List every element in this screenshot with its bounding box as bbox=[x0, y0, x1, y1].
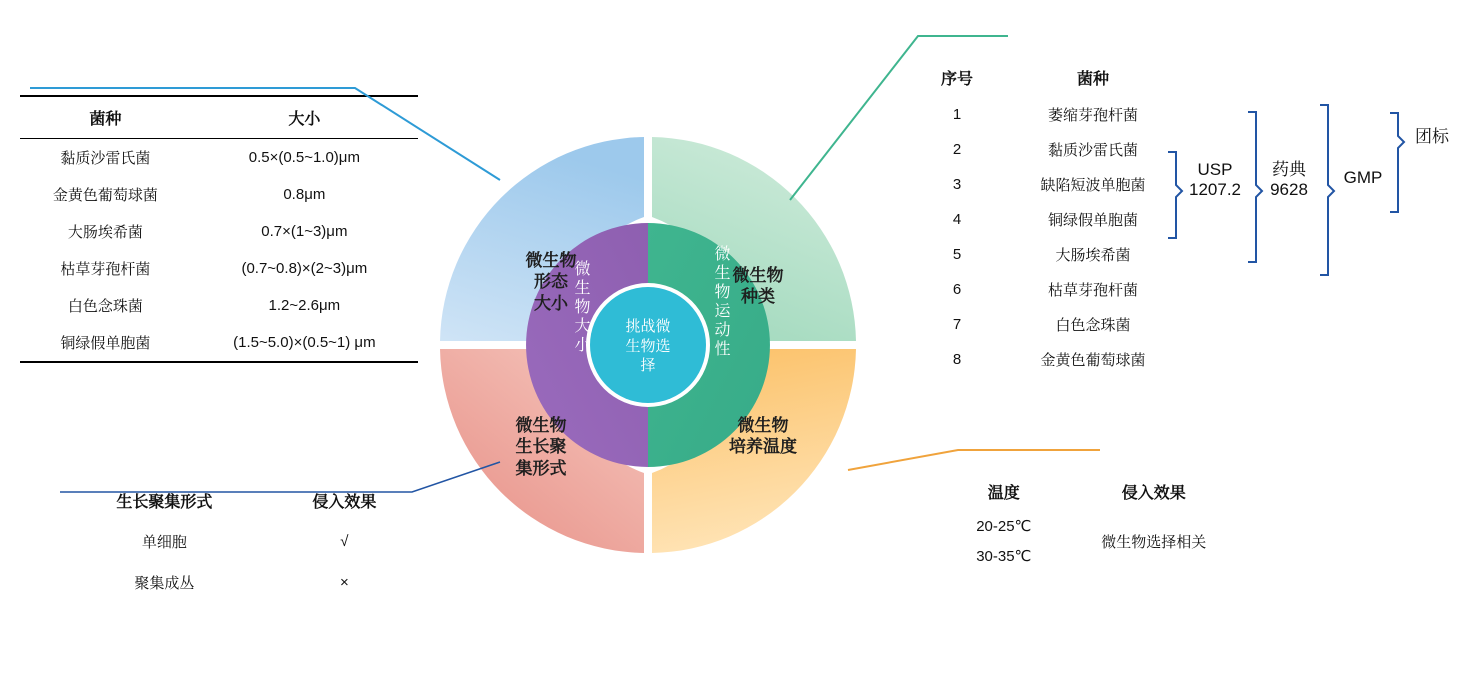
inner-label-size: 微生物大小 bbox=[572, 260, 589, 355]
table-row bbox=[918, 307, 1190, 342]
cell-growth-form: 聚集成丛 bbox=[134, 575, 195, 592]
cell-index: 3 bbox=[952, 176, 962, 193]
brace-label-usp: USP 1207.2 bbox=[1189, 160, 1241, 199]
table-row bbox=[918, 342, 1190, 377]
ring-label-growth: 微生物 生长聚 集形式 bbox=[515, 416, 567, 478]
table-row bbox=[918, 237, 1190, 272]
cell-species: 金黄色葡萄球菌 bbox=[52, 187, 158, 204]
cell-species: 萎缩芽孢杆菌 bbox=[1047, 107, 1138, 124]
cell-species: 铜绿假单胞菌 bbox=[60, 335, 151, 352]
species-table-grid bbox=[918, 58, 1190, 377]
cell-growth-form: 单细胞 bbox=[141, 534, 187, 551]
cell-index: 6 bbox=[952, 281, 962, 298]
table-header-row bbox=[918, 58, 1190, 97]
inner-label-motility: 微生物运动性 bbox=[712, 245, 729, 359]
table-row bbox=[918, 272, 1190, 307]
brace-pharmacopoeia bbox=[1248, 112, 1262, 262]
cell-size: (0.7~0.8)×(2~3)μm bbox=[241, 260, 368, 277]
table-row bbox=[918, 167, 1190, 202]
center-label: 挑战微 生物选 择 bbox=[625, 318, 671, 374]
brace-gmp bbox=[1320, 105, 1334, 275]
ring-label-morphology: 微生物 形态 大小 bbox=[525, 251, 577, 313]
cell-species: 白色念珠菌 bbox=[67, 298, 143, 315]
cell-index: 4 bbox=[952, 211, 962, 228]
brace-label-group-standard: 团标 bbox=[1415, 127, 1449, 146]
table-row bbox=[20, 176, 418, 213]
table-row bbox=[950, 511, 1250, 541]
table-row bbox=[58, 521, 418, 562]
cell-invasion: √ bbox=[340, 533, 349, 550]
table-header-row bbox=[950, 472, 1250, 511]
cell-species: 黏质沙雷氏菌 bbox=[60, 150, 151, 167]
cell-species: 大肠埃希菌 bbox=[1055, 247, 1131, 264]
cell-temperature: 30-35℃ bbox=[976, 548, 1032, 565]
growth-form-grid bbox=[58, 480, 418, 603]
connector-temperature bbox=[848, 450, 1100, 470]
table-header-row bbox=[58, 480, 418, 521]
ring-label-species: 微生物 种类 bbox=[732, 266, 784, 307]
table-row bbox=[20, 324, 418, 362]
table-row bbox=[918, 202, 1190, 237]
temperature-table bbox=[950, 472, 1250, 571]
cell-species: 大肠埃希菌 bbox=[67, 224, 143, 241]
cell-species: 金黄色葡萄球菌 bbox=[1040, 352, 1146, 369]
table-row bbox=[20, 287, 418, 324]
cell-species: 枯草芽孢杆菌 bbox=[60, 261, 151, 278]
size-table-grid bbox=[20, 95, 418, 363]
cell-species: 缺陷短波单胞菌 bbox=[1040, 177, 1146, 194]
temperature-table-grid bbox=[950, 472, 1250, 571]
cell-index: 5 bbox=[952, 246, 962, 263]
cell-size: (1.5~5.0)×(0.5~1) μm bbox=[233, 334, 376, 351]
col-header-invasion: 侵入效果 bbox=[1121, 485, 1186, 502]
brace-label-pharmacopoeia: 药典 9628 bbox=[1270, 160, 1308, 199]
col-header-size: 大小 bbox=[288, 111, 321, 128]
col-header-species: 菌种 bbox=[89, 111, 122, 128]
cell-species: 铜绿假单胞菌 bbox=[1047, 212, 1138, 229]
cell-size: 0.8μm bbox=[283, 186, 326, 203]
brace-label-gmp: GMP bbox=[1343, 168, 1383, 187]
table-row bbox=[918, 97, 1190, 132]
table-row bbox=[20, 250, 418, 287]
table-row bbox=[20, 139, 418, 177]
col-header-temperature: 温度 bbox=[987, 485, 1020, 502]
table-row bbox=[58, 562, 418, 603]
cell-size: 0.5×(0.5~1.0)μm bbox=[248, 149, 360, 166]
cell-size: 0.7×(1~3)μm bbox=[261, 223, 348, 240]
table-row bbox=[918, 132, 1190, 167]
col-header-invasion: 侵入效果 bbox=[312, 494, 377, 511]
cell-species: 黏质沙雷氏菌 bbox=[1047, 142, 1138, 159]
size-table bbox=[20, 95, 418, 363]
table-row bbox=[20, 213, 418, 250]
growth-form-table bbox=[58, 480, 418, 603]
brace-group-standard bbox=[1390, 113, 1404, 212]
table-header-row bbox=[20, 96, 418, 139]
col-header-species: 菌种 bbox=[1076, 71, 1109, 88]
cell-temperature: 20-25℃ bbox=[976, 518, 1032, 535]
cell-invasion: × bbox=[339, 574, 349, 591]
cell-index: 1 bbox=[952, 106, 962, 123]
col-header-index: 序号 bbox=[940, 71, 973, 88]
cell-index: 8 bbox=[952, 351, 962, 368]
cell-index: 2 bbox=[952, 141, 962, 158]
cell-index: 7 bbox=[952, 316, 962, 333]
donut-diagram bbox=[438, 85, 858, 605]
cell-invasion-note: 微生物选择相关 bbox=[1101, 533, 1207, 551]
cell-size: 1.2~2.6μm bbox=[268, 297, 341, 314]
col-header-growth-form: 生长聚集形式 bbox=[116, 494, 213, 511]
species-table bbox=[918, 58, 1190, 377]
ring-label-temperature: 微生物 培养温度 bbox=[729, 416, 797, 457]
cell-species: 白色念珠菌 bbox=[1055, 317, 1131, 334]
cell-species: 枯草芽孢杆菌 bbox=[1047, 282, 1138, 299]
